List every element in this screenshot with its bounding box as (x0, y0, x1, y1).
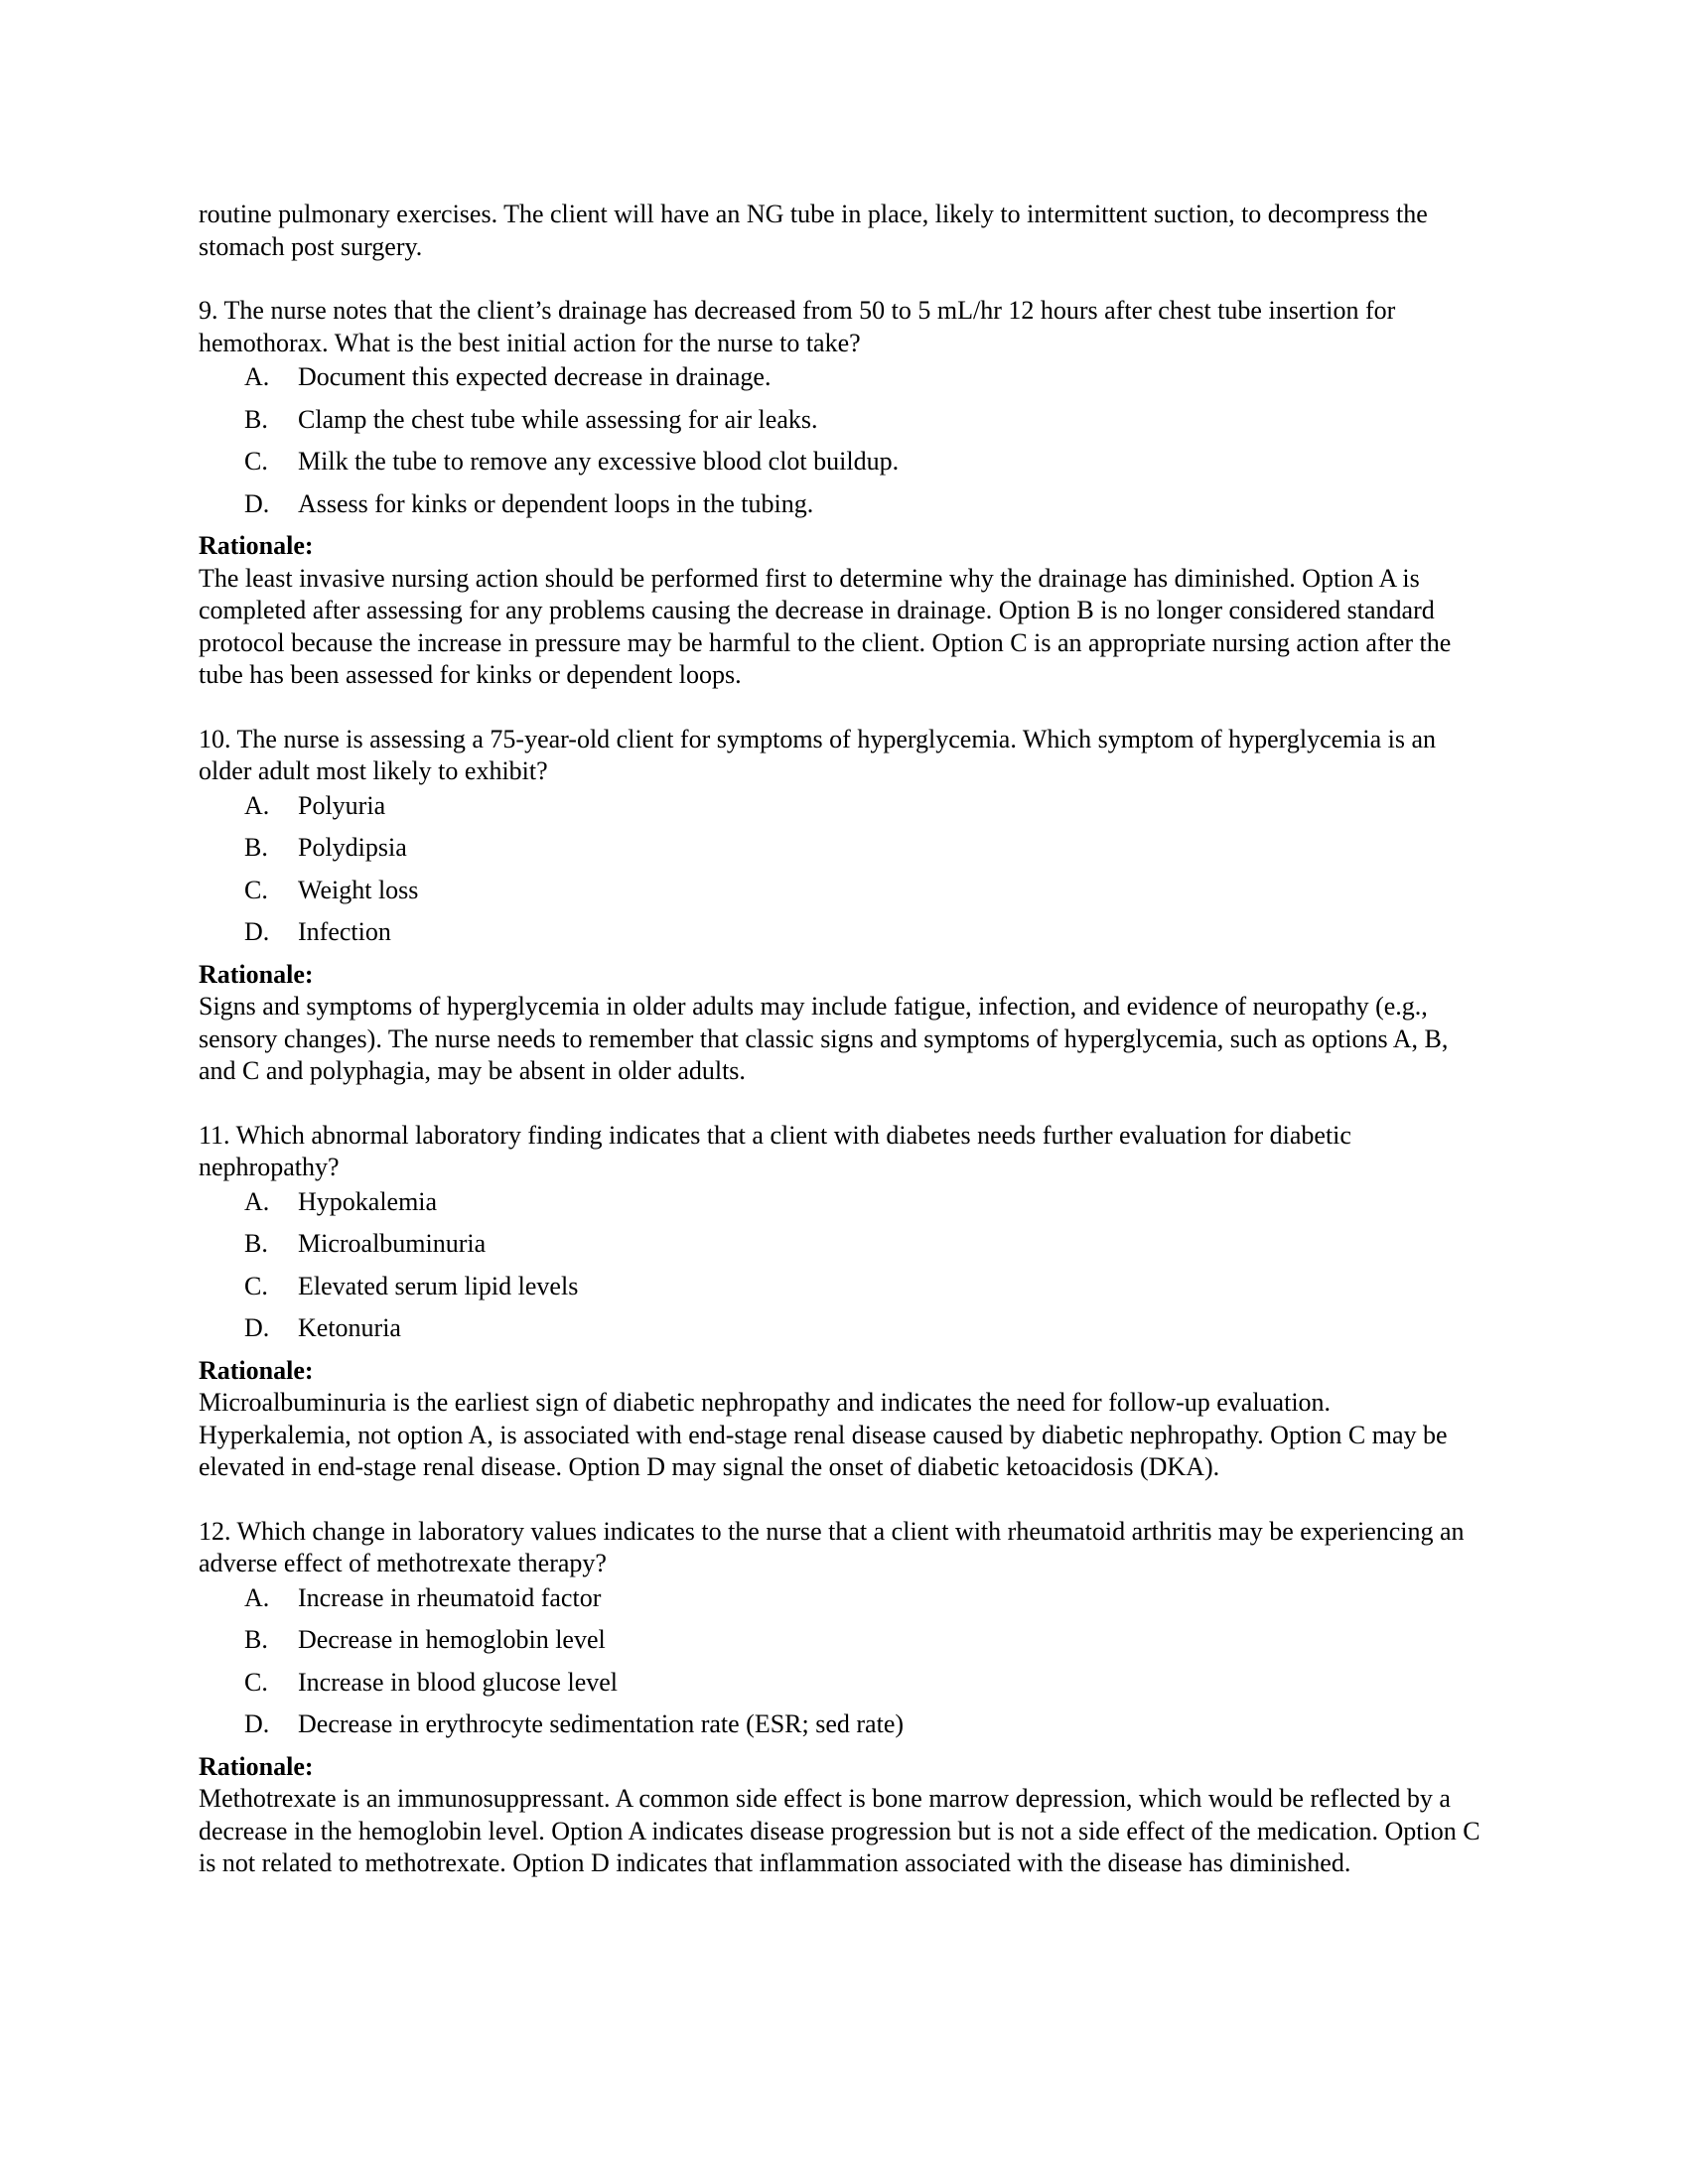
question-11 (199, 1120, 1489, 1484)
rationale-heading: Rationale: (199, 1355, 314, 1385)
answer-option-c (199, 446, 1489, 478)
option-letter: A. (244, 790, 270, 820)
answer-option-c (199, 875, 1489, 907)
answer-option-d (199, 1312, 1489, 1345)
option-text: Decrease in hemoglobin level (298, 1625, 606, 1654)
option-letter: D. (244, 917, 270, 946)
option-text: Polydipsia (298, 833, 407, 862)
rationale-text: Methotrexate is an immunosuppressant. A common side effect is bone marrow depression, which would be reflected by a decrease in the hemoglobin level. Option A indicates disease progression but is not a side effect of the medication. Option C is not related to methotrexate. Option D indicates that inflammation associated with the disease has diminished. (199, 1784, 1480, 1877)
answer-option-a (199, 361, 1489, 394)
question-9 (199, 295, 1489, 692)
option-text: Ketonuria (298, 1313, 401, 1342)
answer-options (199, 1582, 1489, 1741)
option-text: Elevated serum lipid levels (298, 1271, 579, 1300)
option-letter: D. (244, 1313, 270, 1342)
option-letter: B. (244, 1625, 268, 1654)
answer-options (199, 361, 1489, 520)
answer-option-a (199, 1582, 1489, 1615)
question-stem: 10. The nurse is assessing a 75-year-old client for symptoms of hyperglycemia. Which symptom of hyperglycemia is an older adult most likely to exhibit? (199, 724, 1437, 785)
option-letter: A. (244, 1582, 270, 1612)
option-letter: D. (244, 1709, 270, 1738)
answer-option-d (199, 916, 1489, 949)
document-page (199, 199, 1489, 1912)
question-10 (199, 724, 1489, 1088)
rationale-text: Microalbuminuria is the earliest sign of diabetic nephropathy and indicates the need for follow-up evaluation. Hyperkalemia, not option A, is associated with end-stage renal disease caused by diabetic nephropathy. Option C may be elevated in end-stage renal disease. Option D may signal the onset of diabetic ketoacidosis (DKA). (199, 1388, 1448, 1481)
rationale-heading: Rationale: (199, 531, 314, 560)
answer-options (199, 1186, 1489, 1345)
option-letter: D. (244, 488, 270, 518)
rationale-text: The least invasive nursing action should be performed first to determine why the drainage has diminished. Option A is completed after assessing for any problems causing the decrease in drainage. Option B is no longer considered standard protocol because the increase in pressure may be harmful to the client. Option C is an appropriate nursing action after the tube has been assessed for kinks or dependent loops. (199, 563, 1452, 689)
option-text: Infection (298, 917, 391, 946)
option-text: Microalbuminuria (298, 1229, 487, 1258)
option-letter: B. (244, 404, 268, 434)
option-letter: C. (244, 1271, 268, 1300)
answer-option-b (199, 832, 1489, 865)
option-text: Polyuria (298, 790, 386, 820)
rationale-text: Signs and symptoms of hyperglycemia in older adults may include fatigue, infection, and evidence of neuropathy (e.g., sensory changes). The nurse needs to remember that classic signs and symptoms of hyperglycemia, such as options A, B, and C and polyphagia, may be absent in older adults. (199, 992, 1449, 1085)
option-text: Hypokalemia (298, 1186, 438, 1216)
question-12 (199, 1516, 1489, 1880)
answer-option-d (199, 1708, 1489, 1741)
option-text: Assess for kinks or dependent loops in the tubing. (298, 488, 814, 518)
option-text: Increase in blood glucose level (298, 1667, 618, 1697)
option-text: Decrease in erythrocyte sedimentation rate (ESR; sed rate) (298, 1709, 905, 1738)
question-stem: 11. Which abnormal laboratory finding indicates that a client with diabetes needs further evaluation for diabetic nephropathy? (199, 1120, 1351, 1181)
option-letter: B. (244, 833, 268, 862)
answer-option-c (199, 1271, 1489, 1303)
option-text: Clamp the chest tube while assessing for air leaks. (298, 404, 818, 434)
answer-option-b (199, 1624, 1489, 1657)
option-text: Document this expected decrease in drainage. (298, 362, 772, 391)
rationale-heading: Rationale: (199, 1751, 314, 1781)
intro-paragraph: routine pulmonary exercises. The client will have an NG tube in place, likely to intermittent suction, to decompress the stomach post surgery. (199, 200, 1428, 261)
answer-options (199, 790, 1489, 949)
question-stem: 9. The nurse notes that the client’s drainage has decreased from 50 to 5 mL/hr 12 hours after chest tube insertion for hemothorax. What is the best initial action for the nurse to take? (199, 296, 1396, 357)
answer-option-c (199, 1667, 1489, 1700)
option-letter: B. (244, 1229, 268, 1258)
rationale-heading: Rationale: (199, 959, 314, 989)
answer-option-a (199, 1186, 1489, 1219)
option-text: Increase in rheumatoid factor (298, 1582, 602, 1612)
answer-option-a (199, 790, 1489, 823)
option-text: Weight loss (298, 875, 419, 904)
option-letter: C. (244, 447, 268, 476)
question-stem: 12. Which change in laboratory values indicates to the nurse that a client with rheumatoid arthritis may be experiencing an adverse effect of methotrexate therapy? (199, 1516, 1465, 1577)
option-letter: C. (244, 1667, 268, 1697)
answer-option-d (199, 488, 1489, 521)
option-letter: C. (244, 875, 268, 904)
option-text: Milk the tube to remove any excessive blood clot buildup. (298, 447, 900, 476)
option-letter: A. (244, 1186, 270, 1216)
option-letter: A. (244, 362, 270, 391)
answer-option-b (199, 404, 1489, 437)
answer-option-b (199, 1228, 1489, 1261)
